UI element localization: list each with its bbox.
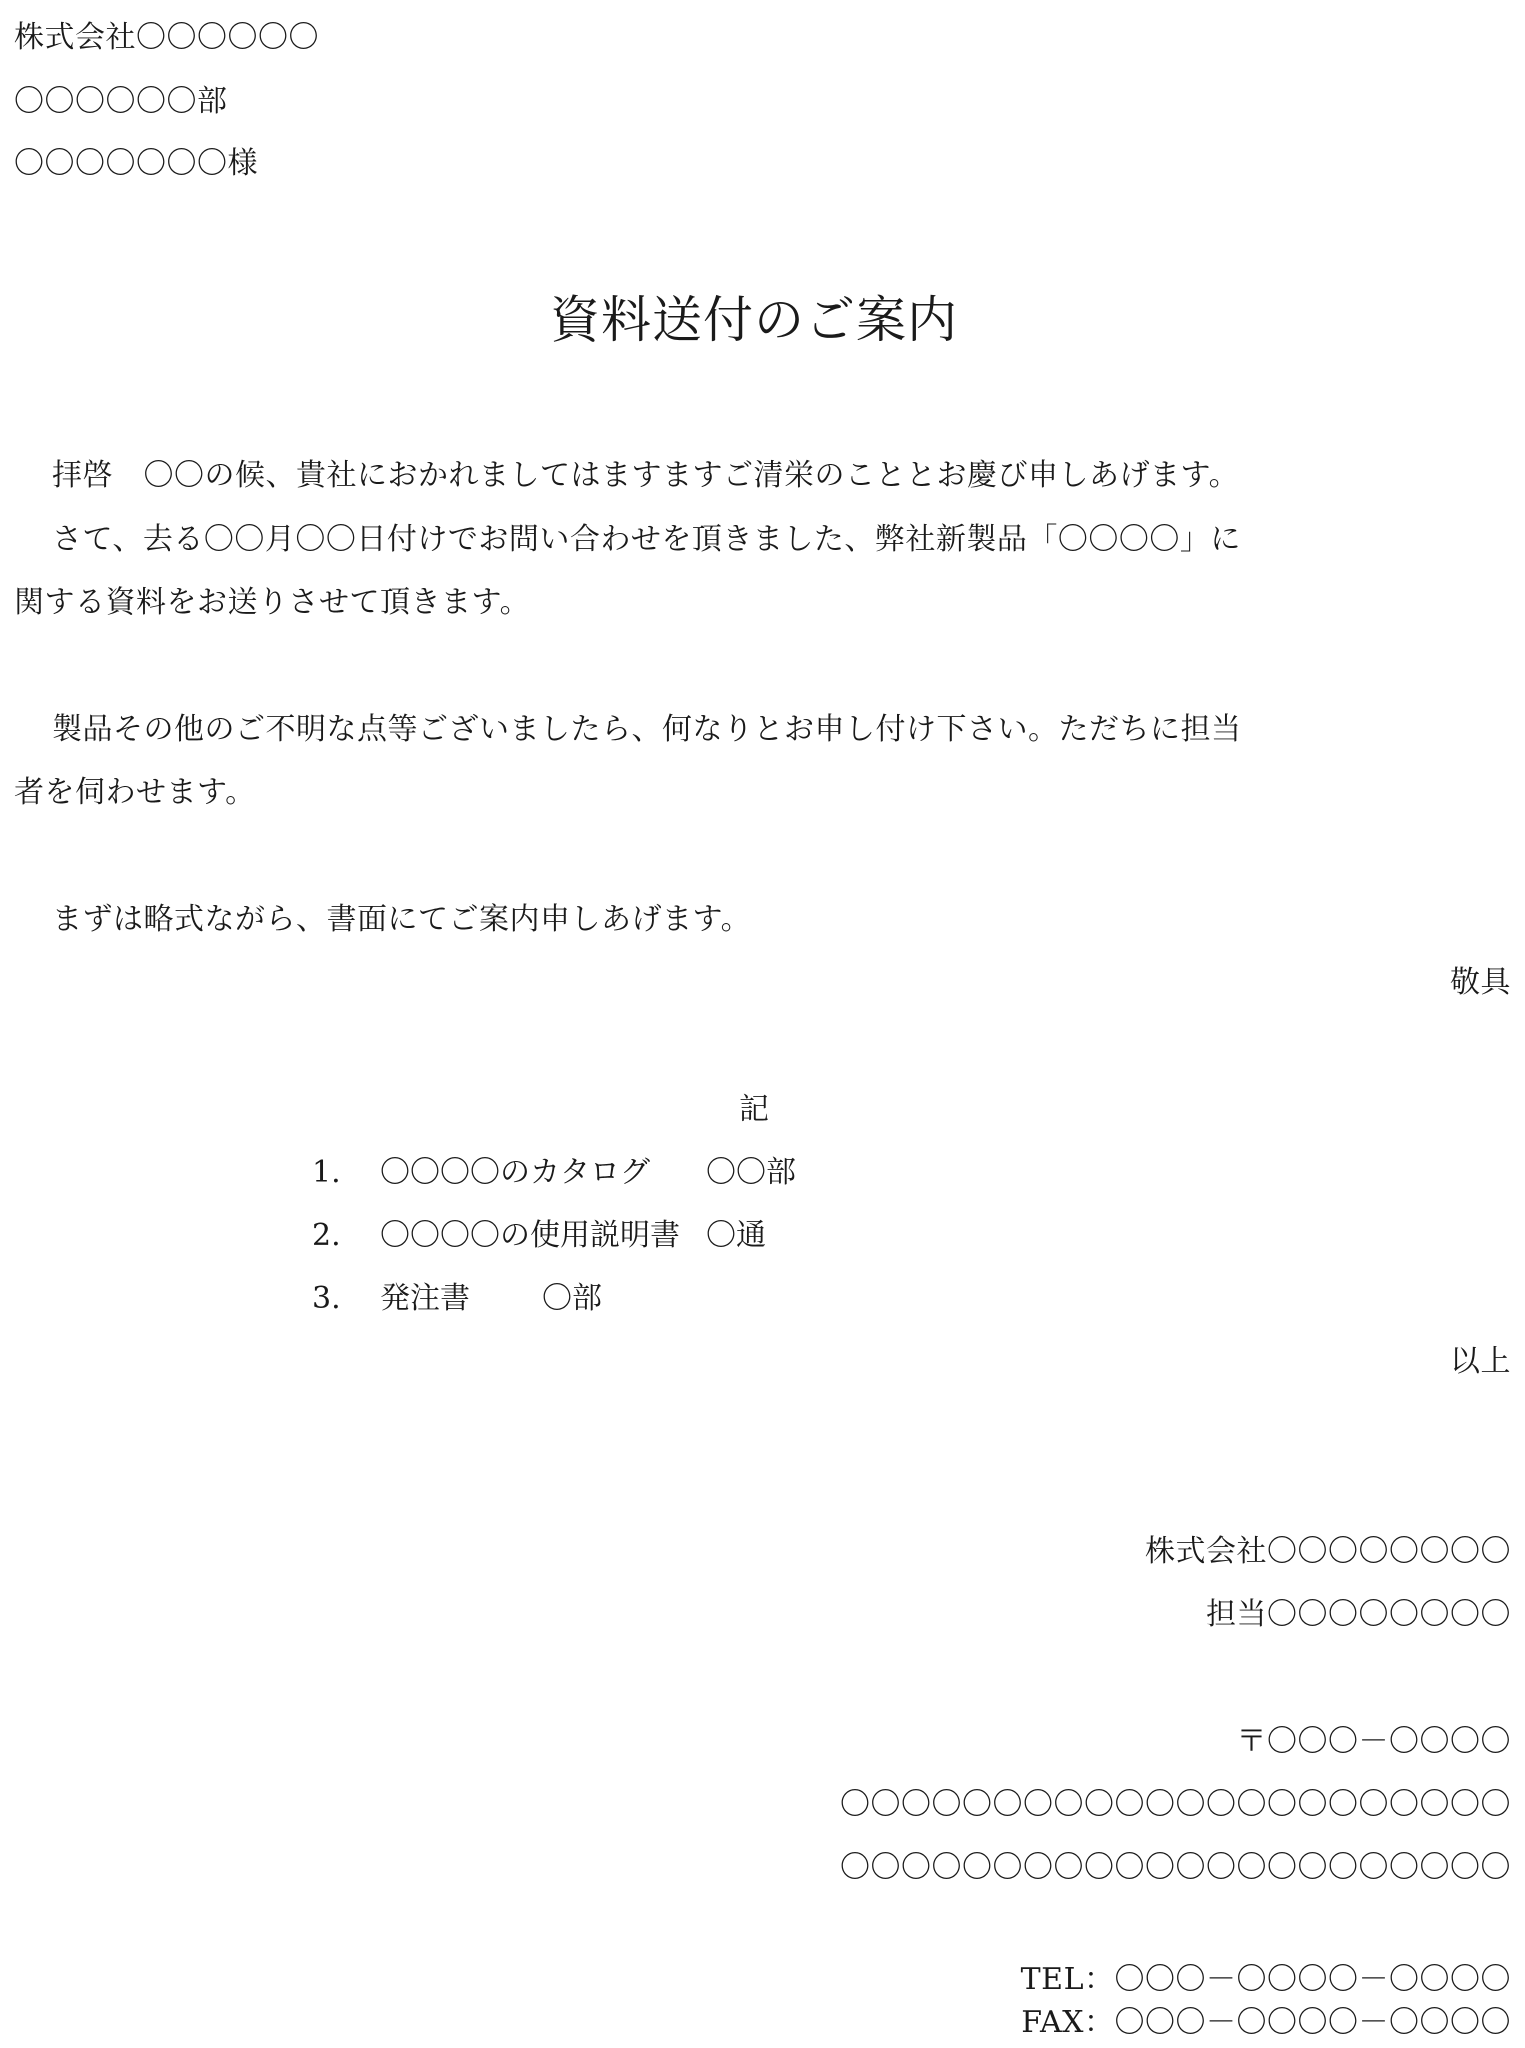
record-item-quantity: 〇〇部 (706, 1155, 796, 1190)
record-item-name: 発注書 (380, 1281, 470, 1316)
record-item-number: 2. (312, 1218, 341, 1253)
sender-tel: TEL：〇〇〇－〇〇〇〇－〇〇〇〇 (1020, 1962, 1511, 1997)
body-paragraph-2-line-1: 製品その他のご不明な点等ございましたら、何なりとお申し付け下さい。ただちに担当 (52, 712, 1242, 747)
record-item-name: 〇〇〇〇のカタログ (380, 1155, 650, 1190)
record-item-number: 1. (312, 1155, 341, 1190)
document-title: 資料送付のご案内 (550, 291, 958, 349)
record-item-quantity: 〇通 (706, 1218, 766, 1253)
record-item (312, 1216, 766, 1256)
record-item-name: 〇〇〇〇の使用説明書 (380, 1218, 680, 1253)
recipient-department: 〇〇〇〇〇〇部 (14, 84, 228, 119)
closing-keigu: 敬具 (1450, 965, 1511, 1000)
body-paragraph-3: まずは略式ながら、書面にてご案内申しあげます。 (52, 902, 752, 937)
record-heading: 記 (739, 1092, 769, 1127)
record-item (312, 1153, 796, 1193)
recipient-person: 〇〇〇〇〇〇〇様 (14, 146, 258, 181)
sender-company: 株式会社〇〇〇〇〇〇〇〇 (1145, 1534, 1511, 1569)
record-end: 以上 (1450, 1344, 1511, 1379)
sender-fax: FAX：〇〇〇－〇〇〇〇－〇〇〇〇 (1021, 2005, 1511, 2040)
body-paragraph-1-line-2: 関する資料をお送りさせて頂きます。 (14, 585, 531, 620)
sender-contact: 担当〇〇〇〇〇〇〇〇 (1206, 1597, 1511, 1632)
sender-postal-code: 〒〇〇〇－〇〇〇〇 (1236, 1724, 1511, 1759)
body-paragraph-1-line-1: さて、去る〇〇月〇〇日付けでお問い合わせを頂きました、弊社新製品「〇〇〇〇」に (52, 522, 1241, 557)
body-greeting: 拝啓 〇〇の候、貴社におかれましてはますますご清栄のこととお慶び申しあげます。 (52, 458, 1240, 493)
recipient-company: 株式会社〇〇〇〇〇〇 (14, 20, 319, 55)
sender-address-line-1: 〇〇〇〇〇〇〇〇〇〇〇〇〇〇〇〇〇〇〇〇〇〇 (840, 1787, 1511, 1822)
record-item-quantity: 〇部 (542, 1281, 602, 1316)
record-item-number: 3. (312, 1281, 341, 1316)
record-item (312, 1279, 602, 1319)
body-paragraph-2-line-2: 者を伺わせます。 (14, 775, 256, 810)
sender-address-line-2: 〇〇〇〇〇〇〇〇〇〇〇〇〇〇〇〇〇〇〇〇〇〇 (840, 1850, 1511, 1885)
